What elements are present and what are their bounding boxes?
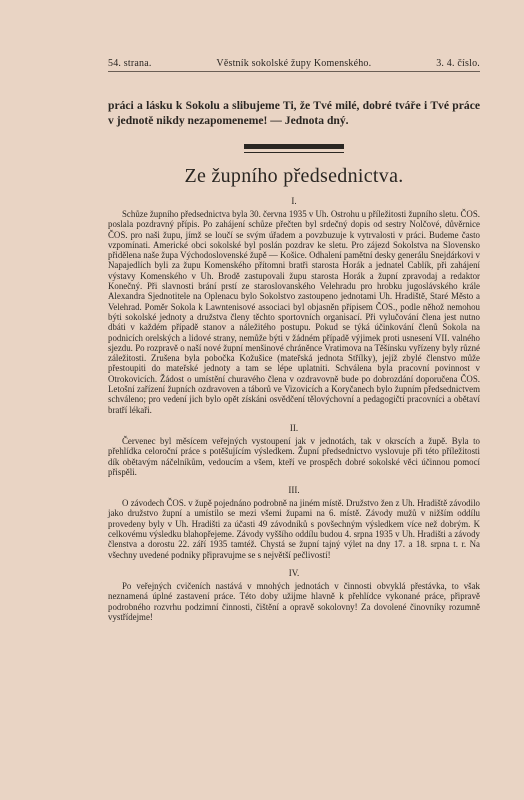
section-text: Po veřejných cvičeních nastává v mnohých jednotách v činnosti obvyklá přestávka, to však neznamená úplné zastavení práce. Této doby užijme hlavně k přehlídce vykonané práce, připravě podrobného rozvrhu podzimní činnosti, čištění a opravě sokolovny! Za dovolené činovníky rozumně vystřídejme!	[108, 580, 480, 622]
section-number: III.	[288, 485, 300, 496]
section-2	[108, 423, 480, 477]
issue-number: 3. 4. číslo.	[436, 58, 480, 69]
section-3	[108, 485, 480, 560]
separator-rule-thin	[244, 152, 344, 153]
closing-paragraph: práci a lásku k Sokolu a slibujeme Ti, že Tvé milé, dobré tváře i Tvé práce v jednotě nikdy nezapomeneme! — Jednota dný.	[108, 99, 480, 127]
separator-rule-thick	[244, 144, 344, 149]
article-title: Ze župního předsednictva.	[184, 165, 404, 187]
section-text: Červenec byl měsícem veřejných vystoupení jak v jednotách, tak v okrscích a župě. Byla to přehlídka celoroční práce s potěšujícím výsledkem. Župní předsednictvo vyslovuje při této příležitosti dík obětavým náčelníkům, vedoucím a všem, kteří ve prospěch dobré sokolské věci účinnou pomocí přispěli.	[108, 435, 480, 477]
section-text: O závodech ČOS. v župě pojednáno podrobně na jiném místě. Družstvo žen z Uh. Hradiště závodilo jako družstvo župní a umístilo se mezi všemi župami na 6. místě. Závody mužů v nižším oddílu provedeny byly v Uh. Hradišti za účasti 49 závodníků s povšechným výsledkem více než dobrým. K celkovému výsledku blahopřejeme. Závody vyššího oddílu budou 4. srpna 1935 v Uh. Hradišti a závody členstva a dorostu 22. září 1935 tamtéž. Chystá se župní tajný výlet na dny 17. a 18. srpna t. r. Na všechny uvedené podniky připravujme se s největší pečlivostí!	[108, 498, 480, 560]
section-number: IV.	[288, 567, 300, 578]
section-number: II.	[289, 422, 299, 433]
journal-title: Věstník sokolské župy Komenského.	[216, 58, 372, 69]
page-number: 54. strana.	[108, 58, 152, 69]
section-1	[108, 196, 480, 415]
section-number: I.	[291, 196, 297, 206]
running-header	[108, 58, 480, 72]
section-4	[108, 568, 480, 622]
section-text: Schůze župního předsednictva byla 30. června 1935 v Uh. Ostrohu u příležitosti župního sletu. ČOS. poslala pozdravný přípis. Po zahájení schůze přečten byl srdečný dopis od sestry Nolčové, důvěrnice ČOS. pro naši župu, jímž se loučí se svým úřadem a povzbuzuje k vytrvalosti v práci. Budeme často vzpomínati. Americké obci sokolské byl poslán pozdrav ke sletu. Pro zájezd Sokolstva na Slovensko přidělena naše župa Východoslovenské župě — Košice. Odhalení pamětní desky generálu Snejdárkovi v Napajedlích byli za župu Komenského přítomni bratři starosta Horák a jednatel Cablík, při zahájení výstavy Komenského v Uh. Brodě zastupovali župu starosta Horák a župní zpravodaj a redaktor Konečný. Při slavnosti brání prstí ze staroslovanského Velehradu pro hrobku jugoslávského krále Alexandra Sjednotitele na Oplenacu bylo Sokolstvo zastoupeno jednotami Uh. Hradiště, Staré Město a Velehrad. Poměr Sokola k Lawntenisové associaci byl objasněn přípisem ČOS., podle něhož nemohou býti sokolské jednoty a družstva členy těchto sportovních organisací. Při vylučování člena jest nutno dbáti v každém případě stanov a náležitého postupu. Pokud se týká účinkování členů Sokola na podnicích orelských a lidové strany, nemůže býti v žádném případě výjimek proti usnesení VII. valného sjezdu. Po rozpravě o naší nové župní menšinové chráněnce Vratimova na Těšínsku vyřízeny byly různé záležitosti. Zrušena byla pobočka Kožušice (mateřská jednota Střílky), jejíž zbylé členstvo může přestoupiti do mateřské jednoty a tam se lépe uplatniti. Schválena byla pracovní povinnost v Otrokovicích. Žádost o umístění churavého člena v ozdravovně bude po dobrozdání doporučena ČOS. Letošní zařízení župních ozdravoven a táborů ve Vizovicích a Koryčanech bylo župním předsednictvem schváleno; pro vedení jich bylo opět získáni osvědčení tělovýchovní a pedagogičtí pracovníci a obětaví bratří lékaři.	[108, 209, 480, 415]
